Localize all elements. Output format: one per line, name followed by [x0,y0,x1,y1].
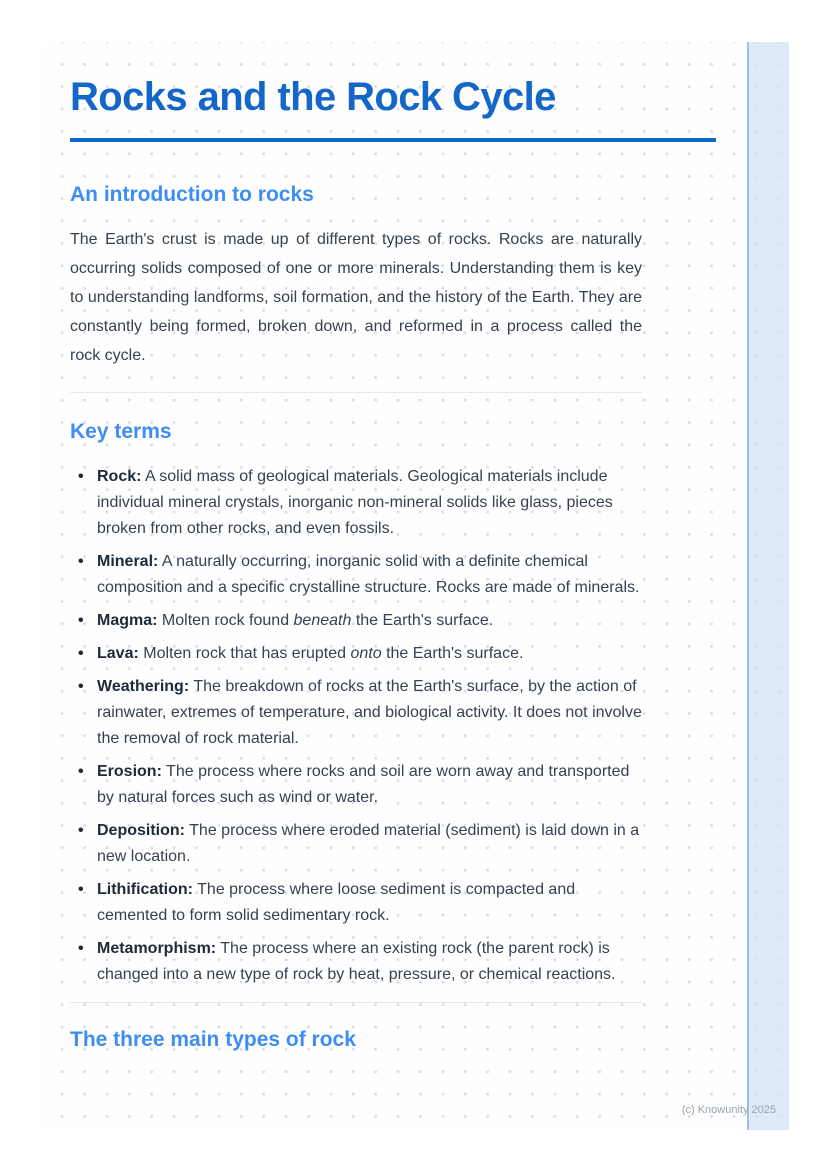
term-label: Erosion: [97,763,162,780]
term-item [70,936,648,988]
term-description-post: the Earth's surface. [351,612,494,629]
bullet-icon: • [78,612,84,629]
term-description-pre: The breakdown of rocks at the Earth's surface, by the action of rainwater, extremes of temperature, and biological activity. It does not involve the removal of rock material. [97,678,642,747]
title-underline [70,138,716,142]
section-divider [70,392,642,393]
document-content [70,76,716,1053]
term-description-pre: The process where eroded material (sediment) is laid down in a new location. [97,822,640,865]
bullet-icon: • [78,822,84,839]
term-item [70,464,648,542]
term-description-pre: A naturally occurring, inorganic solid with a definite chemical composition and a specific crystalline structure. Rocks are made of minerals. [97,553,640,596]
term-description-italic: onto [350,645,382,662]
bullet-icon: • [78,645,84,662]
term-description-pre: Molten rock found [161,612,294,629]
term-label: Rock: [97,468,142,485]
bullet-icon: • [78,553,84,570]
notebook-margin-stripe [747,42,789,1130]
section-heading-intro: An introduction to rocks [70,183,314,206]
term-label: Deposition: [97,822,185,839]
term-label: Lava: [97,645,139,662]
section-divider [70,1002,642,1003]
page-title: Rocks and the Rock Cycle [70,75,556,119]
term-label: Weathering: [97,678,190,695]
term-description-pre: The process where an existing rock (the parent rock) is changed into a new type of rock by heat, pressure, or chemical reactions. [97,940,616,983]
footer-credit: (c) Knowunity 2025 [681,1104,776,1116]
bullet-icon: • [78,678,84,695]
term-label: Magma: [97,612,158,629]
term-label: Mineral: [97,553,159,570]
term-item [70,759,648,811]
term-description-pre: Molten rock that has erupted [143,645,351,662]
intro-paragraph: The Earth's crust is made up of different types of rocks. Rocks are naturally occurring solids composed of one or more minerals. Understanding them is key to understanding landforms, soil formation, and the history of the Earth. They are constantly being formed, broken down, and reformed in a process called the rock cycle. [70,231,642,364]
key-terms-list [70,464,648,988]
term-item [70,549,648,601]
term-item [70,641,648,667]
term-description-pre: A solid mass of geological materials. Geological materials include individual mineral crystals, inorganic non-mineral solids like glass, pieces broken from other rocks, and even fossils. [97,468,613,537]
term-item [70,674,648,752]
bullet-icon: • [78,881,84,898]
notebook-page [42,42,789,1130]
bullet-icon: • [78,940,84,957]
term-description-italic: beneath [293,612,352,629]
bullet-icon: • [78,468,84,485]
term-description-post: the Earth's surface. [381,645,524,662]
term-item [70,608,648,634]
term-label: Lithification: [97,881,193,898]
term-item [70,877,648,929]
term-description-pre: The process where rocks and soil are worn away and transported by natural forces such as wind or water. [97,763,630,806]
term-item [70,818,648,870]
term-label: Metamorphism: [97,940,217,957]
bullet-icon: • [78,763,84,780]
section-heading-key-terms: Key terms [70,420,172,443]
section-heading-rock-types: The three main types of rock [70,1028,356,1051]
term-description-pre: The process where loose sediment is compacted and cemented to form solid sedimentary rock. [97,881,576,924]
